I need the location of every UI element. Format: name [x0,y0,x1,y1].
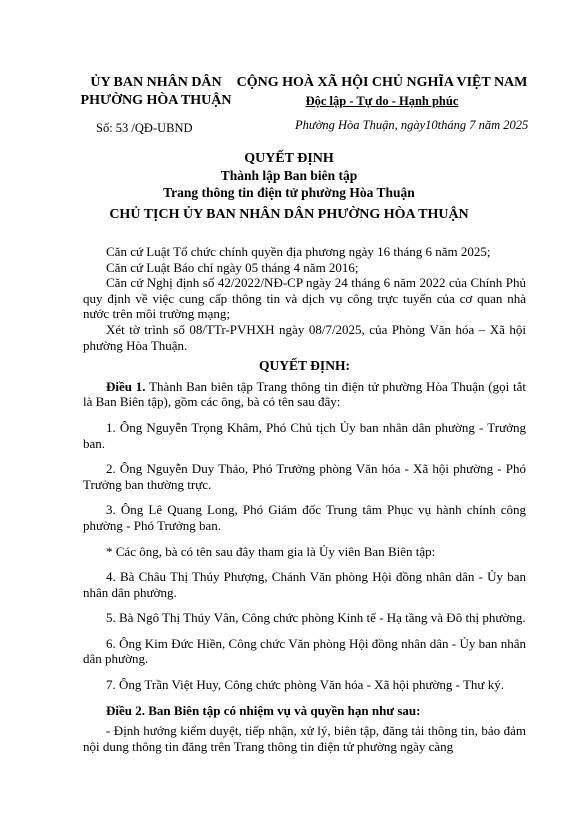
nation-title: CỘNG HOÀ XÃ HỘI CHỦ NGHĨA VIỆT NAM [236,75,528,90]
article-1-label: Điều 1. [106,378,146,394]
authority-heading: CHỦ TỊCH ỦY BAN NHÂN DÂN PHƯỜNG HÒA THUẬN [109,207,469,222]
article-2-item-1: - Định hướng kiểm duyệt, tiếp nhận, xử lý, biên tập, đăng tải thông tin, bảo đảm nội dung thông tin đăng trên Trang thông tin điện tử phường ngày càng [83,723,526,754]
member-7: 7. Ông Trần Việt Huy, Công chức phòng Văn hóa - Xã hội phường - Thư ký. [106,677,504,693]
nation-motto: Độc lập - Tự do - Hạnh phúc [305,94,459,108]
member-6: 6. Ông Kim Đức Hiền, Công chức Văn phòng Hội đồng nhân dân - Ủy ban nhân dân phường. [83,635,526,667]
decision-title-line3: Trang thông tin điện tử phường Hòa Thuận [163,185,415,200]
article-2-heading: Điều 2. Ban Biên tập có nhiệm vụ và quyền hạn như sau: [106,702,421,718]
basis-1: Căn cứ Luật Tổ chức chính quyền địa phương ngày 16 tháng 6 năm 2025; [106,244,491,259]
article-1-text: Thành Ban biên tập Trang thông tin điện tử phường Hòa Thuận (gọi tắt là Ban Biên tập), gồm các ông, bà có tên sau đây: [83,378,526,410]
member-3: 3. Ông Lê Quang Long, Phó Giám đốc Trung tâm Phục vụ hành chính công phường - Phó Trưởng ban. [83,502,526,533]
issuing-authority [66,74,246,110]
decision-title-line2: Thành lập Ban biên tập [220,168,358,183]
member-1: 1. Ông Nguyễn Trọng Khâm, Phó Chủ tịch Ủy ban nhân dân phường - Trưởng ban. [83,419,526,451]
document-body [83,244,526,754]
basis-2: Căn cứ Luật Báo chí ngày 05 tháng 4 năm 2016; [106,259,359,275]
national-heading [234,74,530,110]
commissioners-note: * Các ông, bà có tên sau đây tham gia là Ủy viên Ban Biên tập: [106,543,436,559]
authority-line1: ỦY BAN NHÂN DÂN [90,75,222,90]
basis-4: Xét tờ trình số 08/TTr-PVHXH ngày 08/7/2025, của Phòng Văn hóa – Xã hội phường Hòa Thuận. [83,321,526,353]
decision-title [0,150,578,201]
decision-title-main: QUYẾT ĐỊNH [244,151,334,166]
member-2: 2. Ông Nguyễn Duy Thảo, Phó Trưởng phòng Văn hóa - Xã hội phường - Phó Trưởng ban thường trực. [83,461,526,492]
article-1 [83,379,526,410]
document-number: Số: 53 /QĐ-UBND [96,121,193,135]
authority-line2: PHƯỜNG HÒA THUẬN [80,93,232,108]
member-4: 4. Bà Châu Thị Thúy Phượng, Chánh Văn phòng Hội đồng nhân dân - Ủy ban nhân dân phường. [83,569,526,600]
basis-3: Căn cứ Nghị định số 42/2022/NĐ-CP ngày 24 tháng 6 năm 2022 của Chính Phủ quy định về việc cung cấp thông tin và dịch vụ công trực tuyến của cơ quan nhà nước trên môi trường mạng; [83,275,526,322]
place-date: Phường Hòa Thuận, ngày10tháng 7 năm 2025 [295,118,529,132]
decide-heading: QUYẾT ĐỊNH: [259,358,350,374]
member-5: 5. Bà Ngô Thị Thúy Vân, Công chức phòng Kinh tế - Hạ tầng và Đô thị phường. [106,610,526,626]
